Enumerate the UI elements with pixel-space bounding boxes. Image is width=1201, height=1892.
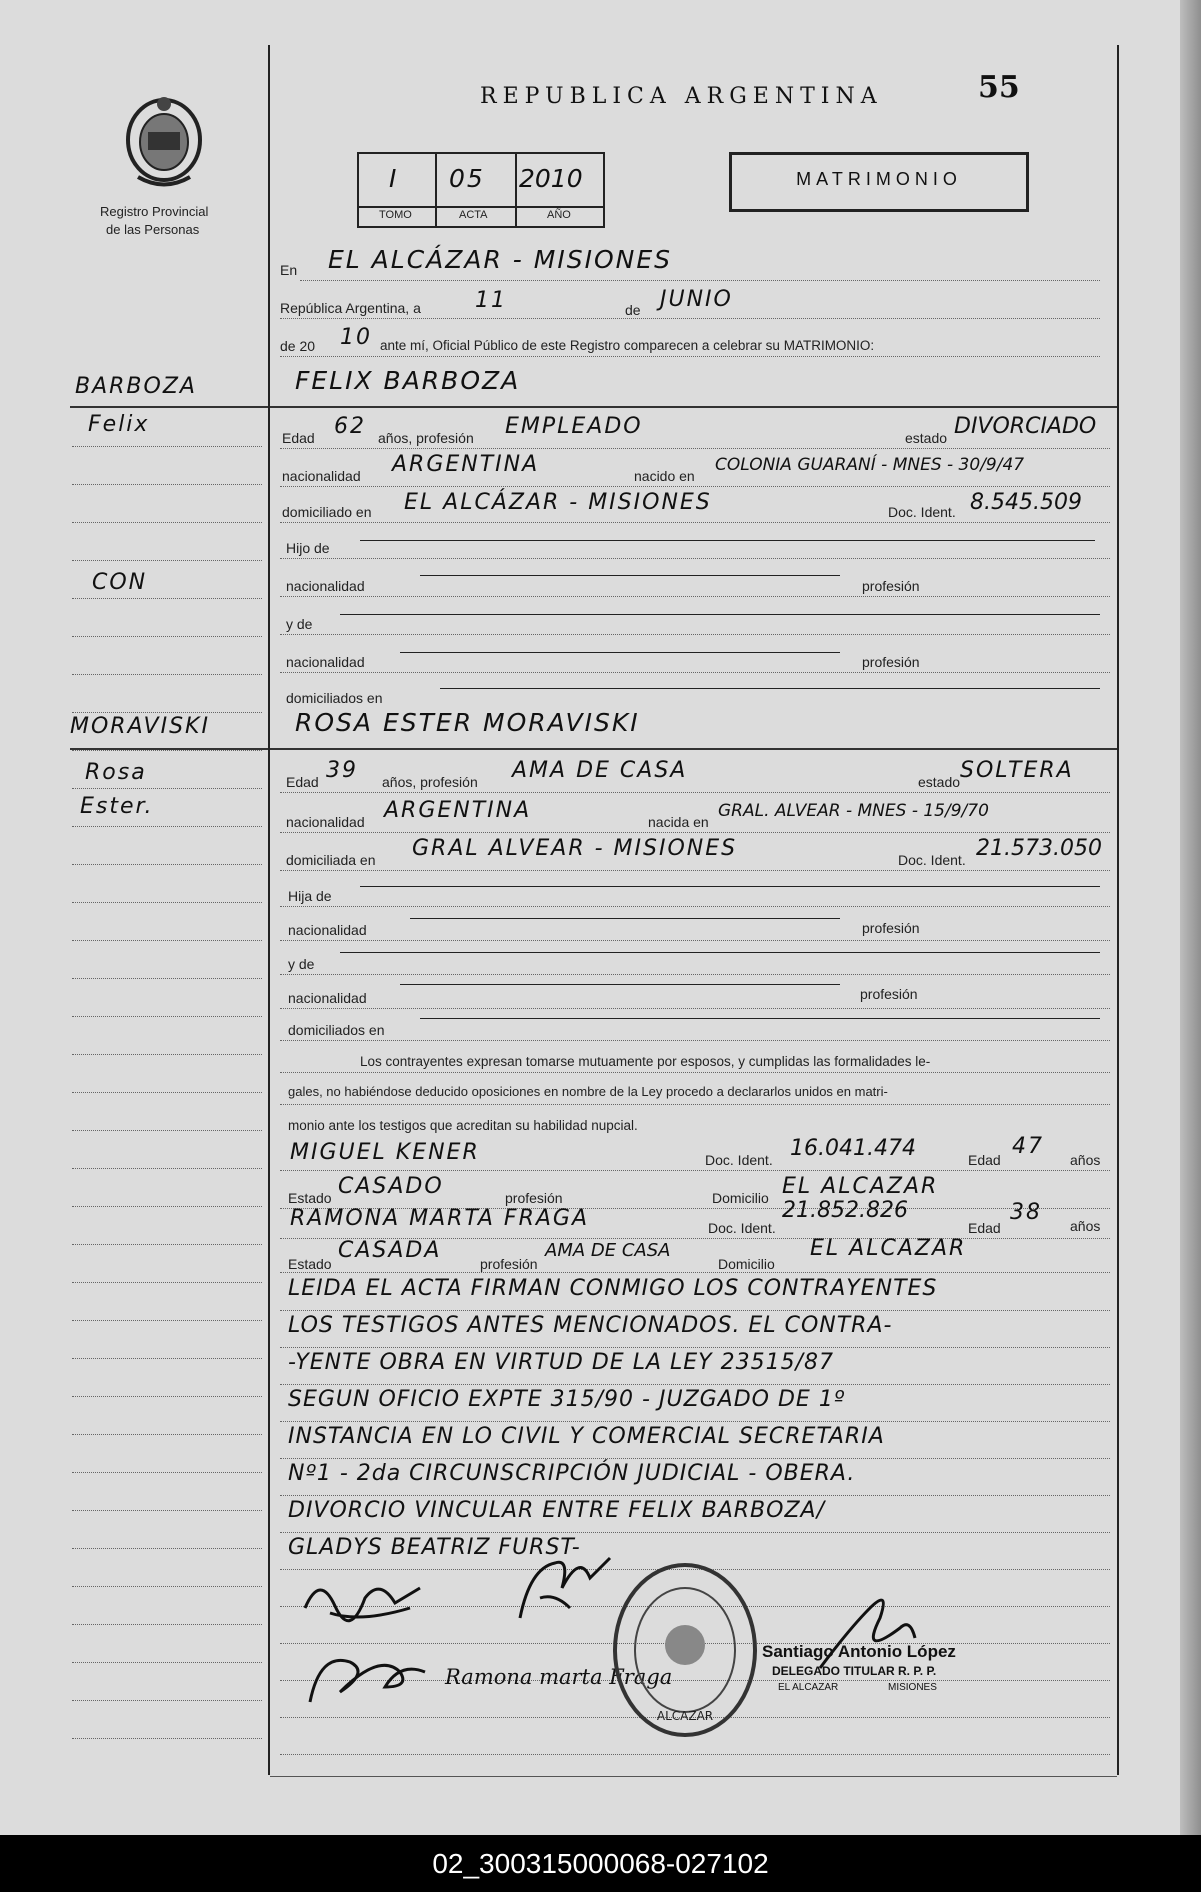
rule <box>280 486 1110 487</box>
place: EL ALCÁZAR - MISIONES <box>328 245 673 274</box>
rule <box>280 1072 1110 1073</box>
rule <box>72 598 262 599</box>
margin-name-bride-1: Rosa <box>85 760 147 785</box>
en-label: En <box>280 262 298 278</box>
rule <box>72 1130 262 1131</box>
ano-value: 2010 <box>519 164 583 193</box>
bride-yde-label: y de <box>288 956 315 972</box>
rule <box>280 634 1110 635</box>
rule <box>72 1016 262 1017</box>
groom-signature <box>300 1568 430 1628</box>
record-number-box <box>357 152 605 228</box>
rule <box>280 1532 1110 1533</box>
note-line: DIVORCIO VINCULAR ENTRE FELIX BARBOZA/ <box>288 1498 825 1523</box>
intro-sentence: ante mí, Oficial Público de este Registro comparecen a celebrar su MATRIMONIO: <box>380 338 875 353</box>
witness2-estado-label: Estado <box>288 1256 332 1272</box>
witness1-name: MIGUEL KENER <box>290 1140 480 1165</box>
rule <box>72 1548 262 1549</box>
bride-domicile: GRAL ALVEAR - MISIONES <box>412 836 738 861</box>
groom-estado: DIVORCIADO <box>954 414 1097 439</box>
bride-nationality-label: nacionalidad <box>286 814 365 830</box>
rule <box>72 864 262 865</box>
rule <box>280 522 1110 523</box>
rule <box>72 1244 262 1245</box>
rule <box>72 1472 262 1473</box>
declaration-line2: gales, no habiéndose deducido oposiciones en nombre de la Ley procedo a declararlos unidos en matri- <box>288 1084 888 1099</box>
rule <box>280 1272 1110 1273</box>
rule <box>280 1310 1110 1311</box>
groom-estado-label: estado <box>905 430 948 446</box>
rule <box>280 448 1110 449</box>
rule <box>280 940 1110 941</box>
bride-parent1-prof-label: profesión <box>862 920 920 936</box>
acta-label: ACTA <box>459 209 488 221</box>
witness1-signature <box>300 1632 430 1712</box>
day: 11 <box>475 288 507 313</box>
year-suffix: 10 <box>340 325 372 350</box>
rule <box>72 1168 262 1169</box>
document-id: 02_300315000068-027102 <box>0 1835 1201 1892</box>
certificate-type-box <box>729 152 1029 212</box>
bride-signature <box>500 1548 620 1628</box>
groom-domicile: EL ALCÁZAR - MISIONES <box>404 490 712 515</box>
rule <box>72 940 262 941</box>
rule <box>72 1396 262 1397</box>
groom-birthplace: COLONIA GUARANÍ - MNES - 30/9/47 <box>715 455 1025 475</box>
note-line: INSTANCIA EN LO CIVIL Y COMERCIAL SECRETARIA <box>288 1424 885 1449</box>
rule <box>420 575 840 576</box>
note-line: LOS TESTIGOS ANTES MENCIONADOS. EL CONTRA- <box>288 1313 893 1338</box>
rule <box>280 596 1110 597</box>
rule <box>280 1421 1110 1422</box>
groom-born-label: nacido en <box>634 468 695 484</box>
witness2-profesion-label: profesión <box>480 1256 538 1272</box>
rule <box>280 832 1110 833</box>
declaration-line1: Los contrayentes expresan tomarse mutuamente por esposos, y cumplidas las formalidades le- <box>360 1054 931 1069</box>
rule <box>72 1320 262 1321</box>
rule <box>340 614 1100 615</box>
right-margin-rule <box>1117 45 1119 1775</box>
rule <box>72 522 262 523</box>
bride-anos-label: años, profesión <box>382 774 478 790</box>
bride-estado-label: estado <box>918 774 961 790</box>
rule <box>70 406 268 408</box>
rule <box>280 870 1110 871</box>
witness2-age: 38 <box>1010 1200 1042 1225</box>
certificate-type: MATRIMONIO <box>796 169 962 189</box>
groom-parent2-prof-label: profesión <box>862 654 920 670</box>
note-line: GLADYS BEATRIZ FURST- <box>288 1535 581 1560</box>
witness2-doc-label: Doc. Ident. <box>708 1220 776 1236</box>
month: JUNIO <box>660 287 733 312</box>
rule <box>300 280 1100 281</box>
officer-title: DELEGADO TITULAR R. P. P. <box>772 1664 937 1678</box>
groom-parent1-prof-label: profesión <box>862 578 920 594</box>
rule <box>72 750 262 751</box>
groom-age: 62 <box>334 414 366 439</box>
page-number: 55 <box>978 70 1020 105</box>
rule <box>72 1358 262 1359</box>
groom-yde-label: y de <box>286 616 313 632</box>
bride-estado: SOLTERA <box>960 758 1074 783</box>
coat-of-arms-icon <box>118 92 210 192</box>
bride-nationality: ARGENTINA <box>384 798 532 823</box>
bride-domiciliados-label: domiciliados en <box>288 1022 385 1038</box>
svg-text:ALCAZAR: ALCAZAR <box>656 1709 714 1723</box>
bride-parent1-nat-label: nacionalidad <box>288 922 367 938</box>
bride-parent2-prof-label: profesión <box>860 986 918 1002</box>
note-line: SEGUN OFICIO EXPTE 315/90 - JUZGADO DE 1º <box>288 1387 846 1412</box>
rule <box>280 318 1100 319</box>
republica-label: República Argentina, a <box>280 300 421 316</box>
bride-domicile-label: domiciliada en <box>286 852 376 868</box>
rule <box>270 406 1117 408</box>
rule <box>72 1662 262 1663</box>
groom-hijo-label: Hijo de <box>286 540 330 556</box>
witness2-anos: años <box>1070 1218 1101 1234</box>
witness2-domicilio-label: Domicilio <box>718 1256 775 1272</box>
tomo-value: I <box>389 164 399 193</box>
rule <box>72 1206 262 1207</box>
margin-name-bride-2: Ester. <box>80 794 154 819</box>
witness1-profesion-label: profesión <box>505 1190 563 1206</box>
rule <box>360 886 1100 887</box>
witness1-doc: 16.041.474 <box>790 1136 916 1161</box>
rule <box>280 792 1110 793</box>
bride-full-name: ROSA ESTER MORAVISKI <box>295 708 640 737</box>
rule <box>72 636 262 637</box>
rule <box>72 1282 262 1283</box>
rule <box>280 672 1110 673</box>
witness1-estado: CASADO <box>338 1174 444 1199</box>
bride-doc: 21.573.050 <box>976 836 1102 861</box>
rule <box>280 974 1110 975</box>
rule <box>72 1738 262 1739</box>
acta-value: 05 <box>449 164 485 193</box>
officer-province: MISIONES <box>888 1682 937 1693</box>
rule <box>280 1384 1110 1385</box>
bride-hija-label: Hija de <box>288 888 332 904</box>
rule <box>72 484 262 485</box>
rule <box>270 748 1117 750</box>
bride-born-label: nacida en <box>648 814 709 830</box>
witness2-domicile: EL ALCAZAR <box>810 1236 967 1261</box>
rule <box>72 560 262 561</box>
rule <box>72 446 262 447</box>
rule <box>72 1054 262 1055</box>
rule <box>72 1434 262 1435</box>
registry-name-line1: Registro Provincial <box>100 204 209 219</box>
rule <box>400 652 840 653</box>
groom-edad-label: Edad <box>282 430 315 446</box>
rule <box>72 1510 262 1511</box>
groom-parent2-nat-label: nacionalidad <box>286 654 365 670</box>
witness2-doc: 21.852.826 <box>782 1198 908 1223</box>
rule <box>280 1754 1110 1755</box>
rule <box>280 1008 1110 1009</box>
year-prefix: de 20 <box>280 338 316 354</box>
groom-profession: EMPLEADO <box>505 414 643 439</box>
witness1-doc-label: Doc. Ident. <box>705 1152 773 1168</box>
rule <box>280 1170 1110 1171</box>
groom-parent1-nat-label: nacionalidad <box>286 578 365 594</box>
rule <box>72 674 262 675</box>
rule <box>280 906 1110 907</box>
witness2-written-name: Ramona marta Fraga <box>445 1665 673 1689</box>
witness1-domicilio-label: Domicilio <box>712 1190 769 1206</box>
groom-doc-label: Doc. Ident. <box>888 504 956 520</box>
left-margin-rule <box>268 45 270 1775</box>
rule <box>72 712 262 713</box>
witness1-estado-label: Estado <box>288 1190 332 1206</box>
rule <box>280 356 1100 357</box>
official-stamp-icon <box>610 1560 760 1740</box>
witness2-profession: AMA DE CASA <box>545 1240 671 1261</box>
page-edge <box>1180 0 1201 1835</box>
rule <box>270 1776 1117 1777</box>
bride-birthplace: GRAL. ALVEAR - MNES - 15/9/70 <box>718 801 989 821</box>
witness1-age: 47 <box>1012 1134 1044 1159</box>
rule <box>280 1495 1110 1496</box>
groom-domiciliados-label: domiciliados en <box>286 690 383 706</box>
tomo-label: TOMO <box>379 209 412 221</box>
de-label: de <box>625 302 641 318</box>
rule <box>280 558 1110 559</box>
officer-place: EL ALCAZAR <box>778 1682 839 1693</box>
witness1-anos: años <box>1070 1152 1101 1168</box>
rule <box>72 1700 262 1701</box>
groom-anos-label: años, profesión <box>378 430 474 446</box>
witness1-domicile: EL ALCAZAR <box>782 1174 939 1199</box>
groom-full-name: FELIX BARBOZA <box>295 366 521 395</box>
note-line: LEIDA EL ACTA FIRMAN CONMIGO LOS CONTRAYENTES <box>288 1276 938 1301</box>
bride-doc-label: Doc. Ident. <box>898 852 966 868</box>
groom-nationality-label: nacionalidad <box>282 468 361 484</box>
rule <box>280 1458 1110 1459</box>
rule <box>72 826 262 827</box>
ano-label: AÑO <box>547 209 571 221</box>
rule <box>400 984 840 985</box>
witness2-estado: CASADA <box>338 1238 442 1263</box>
witness1-edad-label: Edad <box>968 1152 1001 1168</box>
margin-name-groom: Felix <box>88 412 150 437</box>
rule <box>360 540 1095 541</box>
note-line: Nº1 - 2da CIRCUNSCRIPCIÓN JUDICIAL - OBERA. <box>288 1461 856 1486</box>
groom-doc: 8.545.509 <box>970 490 1082 515</box>
registry-name-line2: de las Personas <box>106 222 200 237</box>
witness2-edad-label: Edad <box>968 1220 1001 1236</box>
rule <box>72 978 262 979</box>
rule <box>340 952 1100 953</box>
rule <box>410 918 840 919</box>
groom-domicile-label: domiciliado en <box>282 504 372 520</box>
rule <box>440 688 1100 689</box>
bride-age: 39 <box>326 758 358 783</box>
rule <box>72 1092 262 1093</box>
rule <box>72 1586 262 1587</box>
rule <box>72 788 262 789</box>
witness2-name: RAMONA MARTA FRAGA <box>290 1206 590 1231</box>
bride-edad-label: Edad <box>286 774 319 790</box>
rule <box>72 1624 262 1625</box>
rule <box>420 1018 1100 1019</box>
officer-name: Santiago Antonio López <box>762 1642 956 1661</box>
margin-surname-bride: MORAVISKI <box>70 714 210 739</box>
bride-parent2-nat-label: nacionalidad <box>288 990 367 1006</box>
rule <box>280 1104 1110 1105</box>
declaration-line3: monio ante los testigos que acreditan su habilidad nupcial. <box>288 1118 638 1133</box>
rule <box>280 1347 1110 1348</box>
rule <box>280 1040 1110 1041</box>
rule <box>72 902 262 903</box>
bride-profession: AMA DE CASA <box>512 758 688 783</box>
note-line: -YENTE OBRA EN VIRTUD DE LA LEY 23515/87 <box>288 1350 834 1375</box>
margin-surname-groom: BARBOZA <box>75 374 197 399</box>
groom-nationality: ARGENTINA <box>392 452 540 477</box>
margin-con: CON <box>92 570 148 595</box>
page-title: REPUBLICA ARGENTINA <box>480 84 883 109</box>
